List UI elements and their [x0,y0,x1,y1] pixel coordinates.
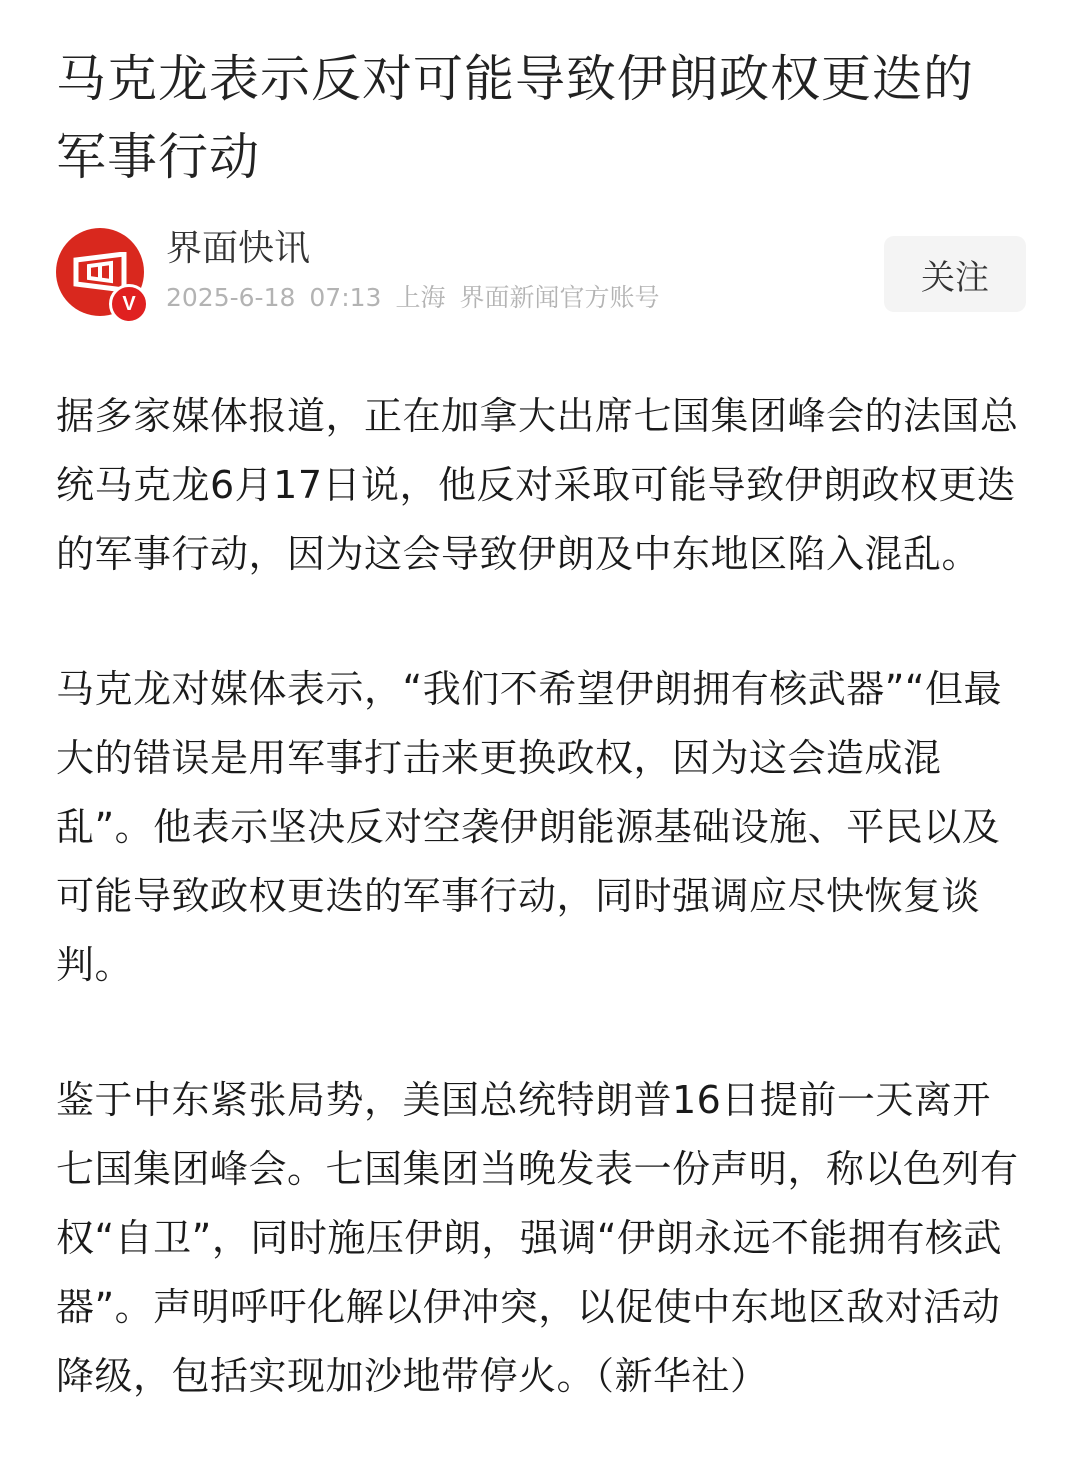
follow-button[interactable]: 关注 [884,236,1026,312]
author-info [56,226,1026,318]
publish-time: 07:13 [309,283,382,312]
paragraph-1: 据多家媒体报道，正在加拿大出席七国集团峰会的法国总统马克龙6月17日说，他反对采取可能导致伊朗政权更迭的军事行动，因为这会导致伊朗及中东地区陷入混乱。 [56,394,1019,576]
verified-badge-icon: V [109,284,149,324]
publish-location: 上海 [395,283,446,312]
paragraph-2: 马克龙对媒体表示，“我们不希望伊朗拥有核武器”“但最大的错误是用军事打击来更换政权，因为这会造成混乱”。他表示坚决反对空袭伊朗能源基础设施、平民以及可能导致政权更迭的军事行动，同时强调应尽快恢复谈判。 [56,667,1003,987]
author-name[interactable]: 界面快讯 [166,228,311,269]
paragraph-3: 鉴于中东紧张局势，美国总统特朗普16日提前一天离开七国集团峰会。七国集团当晚发表一份声明，称以色列有权“自卫”，同时施压伊朗，强调“伊朗永远不能拥有核武器”。声明呼吁化解以伊冲突，以促使中东地区敌对活动降级，包括实现加沙地带停火。（新华社） [56,1078,1019,1398]
article-body [56,382,1026,1477]
author-meta [166,282,673,314]
account-type: 界面新闻官方账号 [459,283,660,312]
publish-date: 2025-6-18 [166,283,296,312]
avatar[interactable] [56,228,144,316]
article-title: 马克龙表示反对可能导致伊朗政权更迭的军事行动 [56,50,974,186]
